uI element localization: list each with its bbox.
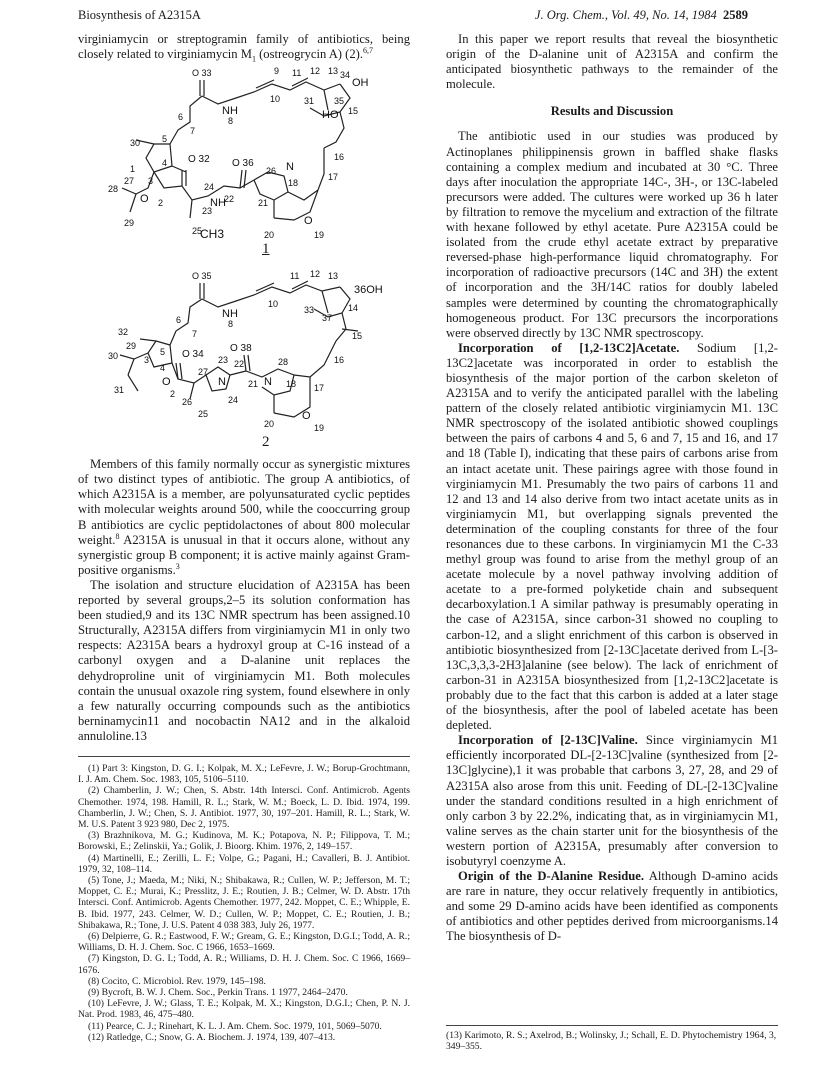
svg-text:NH: NH bbox=[210, 197, 226, 210]
structure-1-label: 1 bbox=[262, 241, 270, 258]
svg-text:N: N bbox=[286, 161, 294, 174]
svg-text:14: 14 bbox=[348, 303, 359, 314]
reference-item: (8) Cocito, C. Microbiol. Rev. 1979, 145–198. bbox=[88, 975, 266, 987]
structure-1-drawing bbox=[78, 62, 410, 252]
svg-text:4: 4 bbox=[160, 363, 166, 374]
svg-text:1: 1 bbox=[130, 164, 136, 175]
svg-text:16: 16 bbox=[334, 355, 345, 366]
reference-item: (1) Part 3: Kingston, D. G. I.; Kolpak, M. X.; LeFevre, J. W.; Borup-Grochtmann, I. J. Am. Chem. Soc. 1983, 105, 5106–5110. bbox=[78, 762, 410, 786]
svg-text:8: 8 bbox=[228, 319, 234, 330]
svg-text:24: 24 bbox=[228, 395, 239, 406]
svg-text:33: 33 bbox=[304, 305, 315, 316]
svg-text:19: 19 bbox=[314, 230, 325, 241]
svg-text:31: 31 bbox=[114, 385, 125, 396]
svg-text:29: 29 bbox=[126, 341, 137, 352]
svg-text:3: 3 bbox=[148, 176, 154, 187]
svg-text:12: 12 bbox=[310, 66, 321, 77]
svg-text:11: 11 bbox=[290, 271, 300, 282]
left-column bbox=[78, 32, 410, 1043]
svg-text:28: 28 bbox=[108, 184, 119, 195]
svg-text:O 38: O 38 bbox=[230, 343, 252, 355]
svg-text:9: 9 bbox=[274, 66, 280, 77]
svg-text:13: 13 bbox=[328, 271, 339, 282]
section-heading: Results and Discussion bbox=[550, 104, 674, 119]
reference-item: (12) Ratledge, C.; Snow, G. A. Biochem. J. 1974, 139, 407–413. bbox=[88, 1031, 336, 1043]
svg-text:O 36: O 36 bbox=[232, 158, 254, 170]
svg-text:21: 21 bbox=[248, 379, 259, 390]
svg-text:17: 17 bbox=[328, 172, 339, 183]
svg-text:24: 24 bbox=[204, 182, 215, 193]
methods-paragraph: The antibiotic used in our studies was produced by Actinoplanes philippinensis grown in baffled shake flasks containing a complex medium and incubated at 30 °C. Three days after inoculation the appropriate 14C-, 3H-, or 13C-labeled precursors were added. The cultures were worked up 36 h later by filtration to remove the mycelium and extraction of the filtrate with hexane followed by ethyl acetate. Pure A2315A could be isolated from the crude ethyl acetate extract by preparative reversed-phase high-performance liquid chromatography. For incorporation of radioactive precursors (14C and 3H) the extent of incorporation and the 3H/14C ratios for doubly labeled samples were determined by counting the chromatographically homogeneous product. For 13C precursors the incorporations were observed directly by 13C NMR spectroscopy. bbox=[446, 129, 778, 340]
svg-text:17: 17 bbox=[314, 383, 325, 394]
alanine-subheading: Origin of the D-Alanine Residue. bbox=[458, 869, 645, 884]
svg-text:2: 2 bbox=[170, 389, 176, 400]
svg-text:12: 12 bbox=[310, 269, 321, 280]
svg-text:11: 11 bbox=[292, 68, 302, 79]
svg-text:37: 37 bbox=[322, 313, 333, 324]
reference-item: (10) LeFevre, J. W.; Glass, T. E.; Kolpak, M. X.; Kingston, D.G.I.; Chen, P. N. J. Nat. Prod. 1983, 46, 475–480. bbox=[78, 998, 410, 1021]
footnote-rule bbox=[446, 1025, 778, 1026]
svg-text:30: 30 bbox=[108, 351, 119, 362]
svg-text:26: 26 bbox=[182, 397, 193, 408]
svg-text:2: 2 bbox=[158, 198, 164, 209]
svg-text:8: 8 bbox=[228, 116, 234, 127]
svg-text:N: N bbox=[218, 376, 226, 389]
intro-paragraph: virginiamycin or streptogramin family of antibiotics, being closely related to virginiamycin $M_1$ (ostreogrycin A) (2).$^{6,7}$ bbox=[78, 32, 410, 64]
structure-1-figure bbox=[78, 62, 410, 267]
svg-text:10: 10 bbox=[268, 299, 279, 310]
svg-text:27: 27 bbox=[198, 367, 209, 378]
svg-text:O 34: O 34 bbox=[182, 349, 204, 361]
svg-text:20: 20 bbox=[264, 230, 275, 241]
svg-text:32: 32 bbox=[118, 327, 129, 338]
svg-text:O 32: O 32 bbox=[188, 154, 210, 166]
acetate-subheading: Incorporation of [1,2-13C2]Acetate. bbox=[458, 340, 680, 355]
svg-text:21: 21 bbox=[258, 198, 269, 209]
svg-text:25: 25 bbox=[192, 226, 203, 237]
svg-text:6: 6 bbox=[178, 112, 184, 123]
svg-text:N: N bbox=[264, 376, 272, 389]
svg-text:31: 31 bbox=[304, 96, 315, 107]
svg-text:13: 13 bbox=[328, 66, 339, 77]
svg-text:5: 5 bbox=[162, 134, 168, 145]
svg-text:O: O bbox=[302, 410, 311, 423]
svg-text:NH: NH bbox=[222, 308, 238, 321]
valine-subheading: Incorporation of [2-13C]Valine. bbox=[458, 733, 638, 748]
body-paragraph-1: Members of this family normally occur as synergistic mixtures of two distinct types of antibiotic. The group A antibiotics, of which A2315A is a member, are polyunsaturated cyclic peptides with molecular weights around 500, while the cooccurring group B antibiotics are cyclic peptidolactones of about 800 molecular weight.$^8$ A2315A is unusual in that it occurs alone, without any synergistic group B component; it is active mainly against Gram-positive organisms.$^3$ bbox=[78, 457, 410, 577]
svg-text:26: 26 bbox=[266, 166, 277, 177]
acetate-paragraph: Incorporation of [1,2-13C2]Acetate. Sodium [1,2-13C2]acetate was incorporated in order to establish the biosynthesis of the major portion of the carbon skeleton of A2315A and to verify the anticipated parallel with the labeling pattern of the closely related antibiotic virginiamycin M1. 13C NMR spectroscopy of the isolated antibiotic showed couplings between the pairs of carbons 4 and 5, 6 and 7, 15 and 16, and 17 and 18 (Table I), indicating that these pairs of carbons arise from an intact acetate unit. These pairings agree with those found in virginiamycin M1. Presumably the two pairs of carbons 11 and 12 and 13 and 14 also derive from two intact acetate units as in virginiamycin M1, but overlapping signals prevented the determination of the coupling constants for three of the four resonances due to these carbons. In virginiamycin M1 the C-33 methyl group was found to arise from the methyl group of an acetate molecule by a novel pathway involving addition of acetate to a pre-formed polyketide chain and subsequent decarboxylation.1 A similar pathway is presumably operating in the case of A2315A, since carbon-31 showed no coupling to carbon-12, and a slight enrichment of this carbon is observed in antibiotic biosynthesized from [2-13C]acetate derived from L-[3-13C,3,3,3-2H3]alanine (see below). The lack of enrichment of carbon-31 in A2315A biosynthesized from [1,2-13C2]acetate is probably due to the fact that this carbon is added at a later stage of the biosynthesis, after the pool of labeled acetate has been depleted. bbox=[446, 340, 778, 733]
svg-text:28: 28 bbox=[278, 357, 289, 368]
reference-item: (6) Delpierre, G. R.; Eastwood, F. W.; Gream, G. E.; Kingston, D.G.I.; Todd, A. R.; Williams, D. H. J. Chem. Soc. C 1966, 1653–1669. bbox=[78, 931, 410, 954]
references-left bbox=[78, 756, 410, 1043]
svg-text:O 33: O 33 bbox=[192, 68, 212, 79]
svg-text:15: 15 bbox=[348, 106, 359, 117]
svg-text:25: 25 bbox=[198, 409, 209, 420]
svg-text:20: 20 bbox=[264, 419, 275, 430]
running-head-title: Biosynthesis of A2315A bbox=[78, 8, 201, 22]
svg-text:15: 15 bbox=[352, 331, 363, 342]
reference-13: (13) Karimoto, R. S.; Axelrod, B.; Wolinsky, J.; Schall, E. D. Phytochemistry 1964, 3, 349–355. bbox=[446, 1030, 777, 1053]
body-paragraph-2: The isolation and structure elucidation of A2315A has been reported by several groups,2–5 its solution conformation has been studied,9 and its 13C NMR spectrum has been assigned.10 Structurally, A2315A differs from virginiamycin M1 in only two respects: A2315A bears a hydroxyl group at C-16 instead of a carbonyl oxygen and a D-alanine unit replaces the dehydroproline unit of virginiamycin M1. Both molecules contain the unusual oxazole ring system, found elsewhere in only a few naturally occurring compounds such as the antibiotics berninamycin11 and nocobactin NA12 and in the alkaloid annuloline.13 bbox=[78, 577, 410, 743]
svg-text:19: 19 bbox=[314, 423, 325, 434]
svg-text:36OH: 36OH bbox=[354, 284, 383, 297]
svg-text:CH3: CH3 bbox=[200, 227, 225, 242]
svg-text:22: 22 bbox=[234, 359, 245, 370]
intro-paragraph-right: In this paper we report results that reveal the biosynthetic origin of the D-alanine unit of A2315A and confirm the anticipated biosynthetic pathways to the remainder of the molecule. bbox=[446, 32, 778, 92]
svg-text:HO: HO bbox=[322, 109, 339, 122]
reference-item: (3) Brazhnikova, M. G.; Kudinova, M. K.; Potapova, N. P.; Filippova, T. M.; Borowski, E.; Zelinskii, Ya.; Golik, J. Bioorg. Khim. 1976, 2, 149–157. bbox=[78, 830, 410, 853]
alanine-paragraph: Origin of the D-Alanine Residue. Although D-amino acids are rare in nature, they occur relatively frequently in antibiotics, and some 29 D-amino acids have been identified as components of antibiotics and other peptides derived from microorganisms.14 The biosynthesis of D- bbox=[446, 869, 778, 944]
svg-text:O: O bbox=[140, 193, 149, 206]
reference-item: (4) Martinelli, E.; Zerilli, L. F.; Volpe, G.; Pagani, H.; Cavalleri, B. J. Antibiot. 1979, 32, 108–114. bbox=[78, 852, 410, 875]
svg-text:10: 10 bbox=[270, 94, 281, 105]
svg-text:7: 7 bbox=[192, 329, 198, 340]
running-head-journal: J. Org. Chem., Vol. 49, No. 14, 1984 2589 bbox=[534, 8, 748, 22]
reference-item: (2) Chamberlin, J. W.; Chen, S. Abstr. 14th Intersci. Conf. Antimicrob. Agents Chemother. 1974, 198. Hamill, R. L.; Stark, W. M.; Boeck, L. D. Ibid. 1974, 199. Chamberlin, J. W.; Chen, S. J. Antibiot. 1977, 30, 197–201. Hamill, R. L.; Stark, W. M. U.S. Patent 3 923 980, Dec 2, 1975. bbox=[78, 785, 410, 830]
structure-2-figure bbox=[78, 267, 410, 457]
page-number: 2589 bbox=[723, 8, 748, 22]
svg-text:18: 18 bbox=[286, 379, 297, 390]
reference-item: (11) Pearce, C. J.; Rinehart, K. L. J. Am. Chem. Soc. 1979, 101, 5069–5070. bbox=[88, 1020, 382, 1032]
reference-item: (9) Bycroft, B. W. J. Chem. Soc., Perkin Trans. 1 1977, 2464–2470. bbox=[88, 987, 348, 999]
svg-text:O: O bbox=[304, 215, 313, 228]
svg-text:23: 23 bbox=[202, 206, 213, 217]
svg-text:29: 29 bbox=[124, 218, 135, 229]
right-column bbox=[446, 32, 778, 945]
svg-text:4: 4 bbox=[162, 158, 168, 169]
reference-item: (7) Kingston, D. G. I.; Todd, A. R.; Williams, D. H. J. Chem. Soc. C 1966, 1669–1676. bbox=[78, 953, 410, 976]
svg-text:7: 7 bbox=[190, 126, 196, 137]
svg-text:27: 27 bbox=[124, 176, 135, 187]
svg-text:5: 5 bbox=[160, 347, 166, 358]
structure-2-label: 2 bbox=[262, 434, 270, 451]
svg-text:NH: NH bbox=[222, 105, 238, 118]
svg-text:30: 30 bbox=[130, 138, 141, 149]
svg-text:34: 34 bbox=[340, 70, 351, 81]
svg-text:18: 18 bbox=[288, 178, 299, 189]
svg-text:OH: OH bbox=[352, 77, 369, 90]
reference-item: (5) Tone, J.; Maeda, M.; Niki, N.; Shibakawa, R.; Cullen, W. P.; Jefferson, M. T.; Moppet, C. E.; Murai, K.; Presslitz, J. E.; Routien, J. B.; Celmer, W. D. Abstr. 17th Intersci. Conf. Antimicrob. Agents Chemother. 1977, 242. Moppet, C. E.; Whipple, E. B. Ibid. 1977, 243. Celmer, W. D.; Cullen, W. P.; Moppet, C. E.; Routien, J. B.; Shibakawa, R.; Tone, J. U.S. Patent 4 038 383, July 26, 1977. bbox=[78, 875, 410, 931]
svg-text:22: 22 bbox=[224, 194, 235, 205]
svg-text:16: 16 bbox=[334, 152, 345, 163]
svg-text:O 35: O 35 bbox=[192, 271, 212, 282]
svg-text:23: 23 bbox=[218, 355, 229, 366]
svg-text:3: 3 bbox=[144, 355, 150, 366]
svg-text:35: 35 bbox=[334, 96, 345, 107]
structure-2-drawing bbox=[78, 267, 410, 442]
running-head bbox=[78, 8, 748, 26]
valine-paragraph: Incorporation of [2-13C]Valine. Since virginiamycin M1 efficiently incorporated DL-[2-13C]valine (synthesized from [2-13C]glycine),1 it was probable that carbons 3, 27, 28, and 29 of A2315A also arose from this unit. Feeding of DL-[2-13C]valine under the standard conditions resulted in a high enrichment of only carbon 3 by 22.2%, indicating that, as in virginiamycin M1, valine serves as the chain starter unit for the biosynthesis of the western portion of A2315A, presumably after conversion to isobutyryl coenzyme A. bbox=[446, 733, 778, 868]
svg-text:O: O bbox=[162, 376, 171, 389]
svg-text:6: 6 bbox=[176, 315, 182, 326]
